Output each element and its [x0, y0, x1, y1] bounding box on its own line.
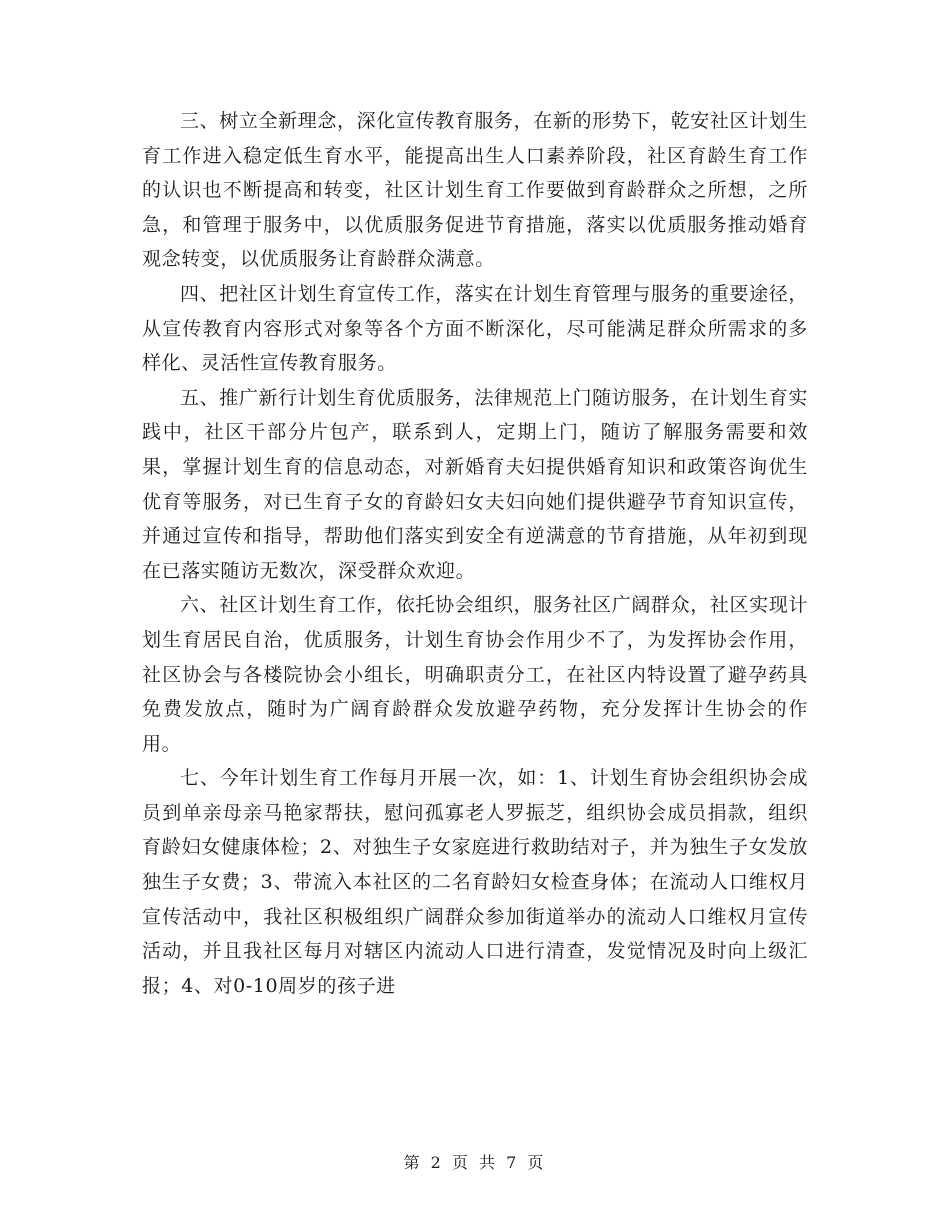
paragraph-5: 五、推广新行计划生育优质服务，法律规范上门随访服务，在计划生育实践中，社区干部分片包产，联系到人，定期上门，随访了解服务需要和效果，掌握计划生育的信息动态，对新婚育夫妇提供婚育知识和政策咨询优生优育等服务，对已生育子女的育龄妇女夫妇向她们提供避孕节育知识宣传，并通过宣传和指导，帮助他们落实到安全有逆满意的节育措施，从年初到现在已落实随访无数次，深受群众欢迎。 [142, 386, 808, 582]
paragraph-6: 六、社区计划生育工作，依托协会组织，服务社区广阔群众，社区实现计划生育居民自治，优质服务，计划生育协会作用少不了，为发挥协会作用，社区协会与各楼院协会小组长，明确职责分工，在社区内特设置了避孕药具免费发放点，随时为广阔育龄群众发放避孕药物，充分发挥计生协会的作用。 [142, 594, 808, 755]
paragraph-4: 四、把社区计划生育宣传工作，落实在计划生育管理与服务的重要途径，从宣传教育内容形式对象等各个方面不断深化，尽可能满足群众所需求的多样化、灵活性宣传教育服务。 [142, 282, 808, 375]
paragraph-3: 三、树立全新理念，深化宣传教育服务，在新的形势下，乾安社区计划生育工作进入稳定低生育水平，能提高出生人口素养阶段，社区育龄生育工作的认识也不断提高和转变，社区计划生育工作要做到育龄群众之所想，之所急，和管理于服务中，以优质服务促进节育措施，落实以优质服务推动婚育观念转变，以优质服务让育龄群众满意。 [142, 110, 808, 271]
paragraph-7: 七、今年计划生育工作每月开展一次，如：1、计划生育协会组织协会成员到单亲母亲马艳家帮扶，慰问孤寡老人罗振芝，组织协会成员捐款，组织育龄妇女健康体检；2、对独生子女家庭进行救助结对子，并为独生子女发放独生子女费；3、带流入本社区的二名育龄妇女检查身体；在流动人口维权月宣传活动中，我社区积极组织广阔群众参加街道举办的流动人口维权月宣传活动，并且我社区每月对辖区内流动人口进行清查，发觉情况及时向上级汇报；4、对0-10周岁的孩子进 [142, 767, 808, 997]
page-number-footer: 第 2 页 共 7 页 [403, 1153, 547, 1172]
document-body [142, 104, 808, 1003]
